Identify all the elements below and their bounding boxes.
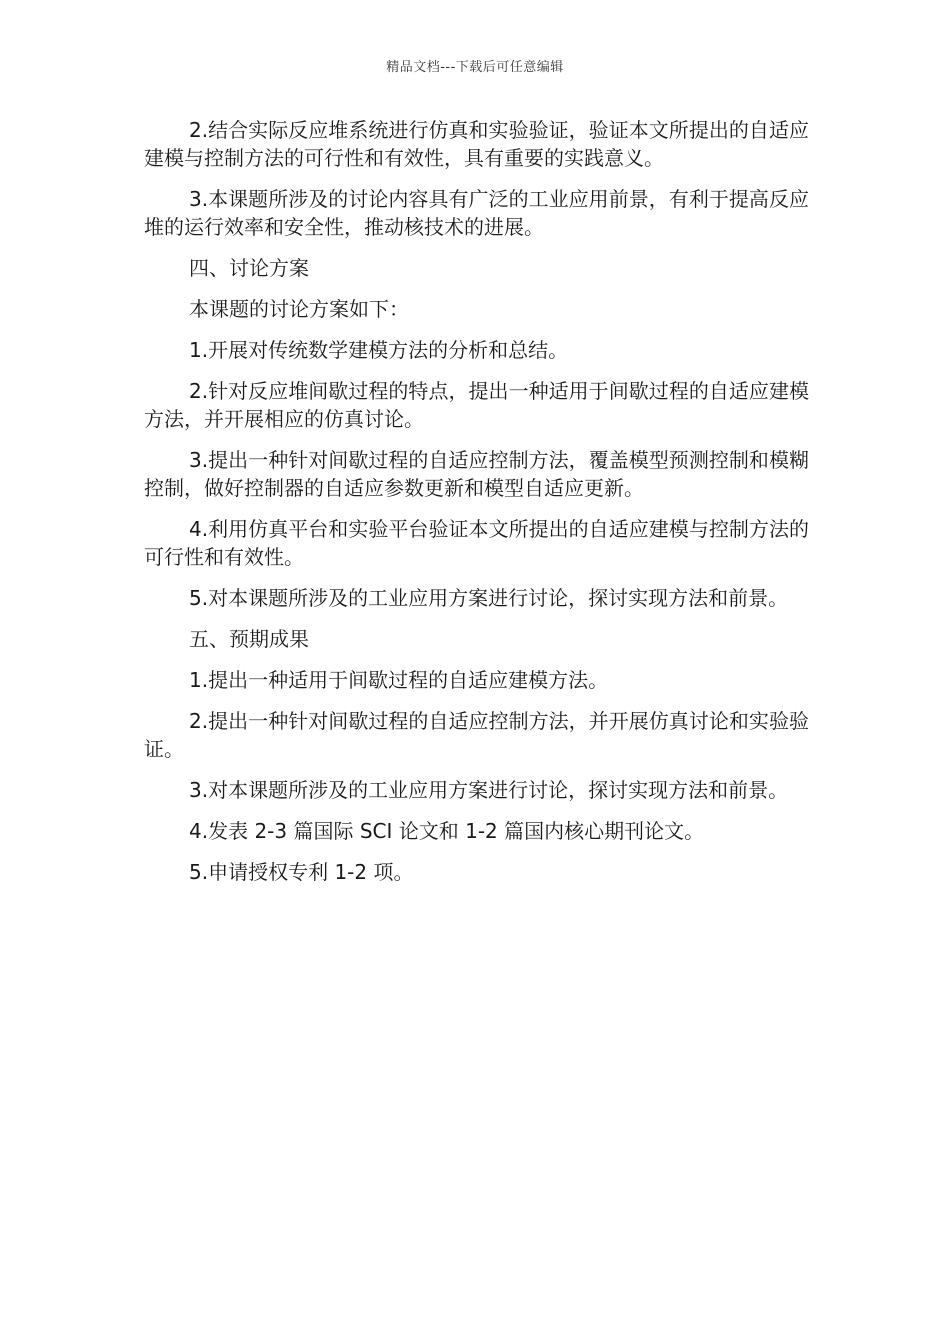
plan-item-3: 3.提出一种针对间歇过程的自适应控制方法，覆盖模型预测控制和模糊控制，做好控制器的自适应参数更新和模型自适应更新。 xyxy=(144,448,809,500)
result-item-3: 3.对本课题所涉及的工业应用方案进行讨论，探讨实现方法和前景。 xyxy=(189,778,789,802)
plan-item-1: 1.开展对传统数学建模方法的分析和总结。 xyxy=(189,338,569,362)
result-item-1: 1.提出一种适用于间歇过程的自适应建模方法。 xyxy=(189,668,609,692)
document-body xyxy=(144,116,809,899)
paragraph-2: 3.本课题所涉及的讨论内容具有广泛的工业应用前景，有利于提高反应堆的运行效率和安全性，推动核技术的进展。 xyxy=(144,187,809,239)
paragraph-plan-intro: 本课题的讨论方案如下： xyxy=(189,297,409,321)
plan-item-5: 5.对本课题所涉及的工业应用方案进行讨论，探讨实现方法和前景。 xyxy=(189,586,789,610)
paragraph-1: 2.结合实际反应堆系统进行仿真和实验验证，验证本文所提出的自适应建模与控制方法的可行性和有效性，具有重要的实践意义。 xyxy=(144,118,809,170)
result-item-2: 2.提出一种针对间歇过程的自适应控制方法，并开展仿真讨论和实验验证。 xyxy=(144,709,809,761)
result-item-4: 4.发表 2-3 篇国际 SCI 论文和 1-2 篇国内核心期刊论文。 xyxy=(189,819,705,843)
plan-item-4: 4.利用仿真平台和实验平台验证本文所提出的自适应建模与控制方法的可行性和有效性。 xyxy=(144,517,809,569)
plan-item-2: 2.针对反应堆间歇过程的特点，提出一种适用于间歇过程的自适应建模方法，并开展相应的仿真讨论。 xyxy=(144,379,809,431)
page-header: 精品文档---下载后可任意编辑 xyxy=(386,60,564,75)
section-heading-expected-results: 五、预期成果 xyxy=(189,627,309,651)
result-item-5: 5.申请授权专利 1-2 项。 xyxy=(189,860,414,884)
section-heading-discussion-plan: 四、讨论方案 xyxy=(189,256,309,280)
